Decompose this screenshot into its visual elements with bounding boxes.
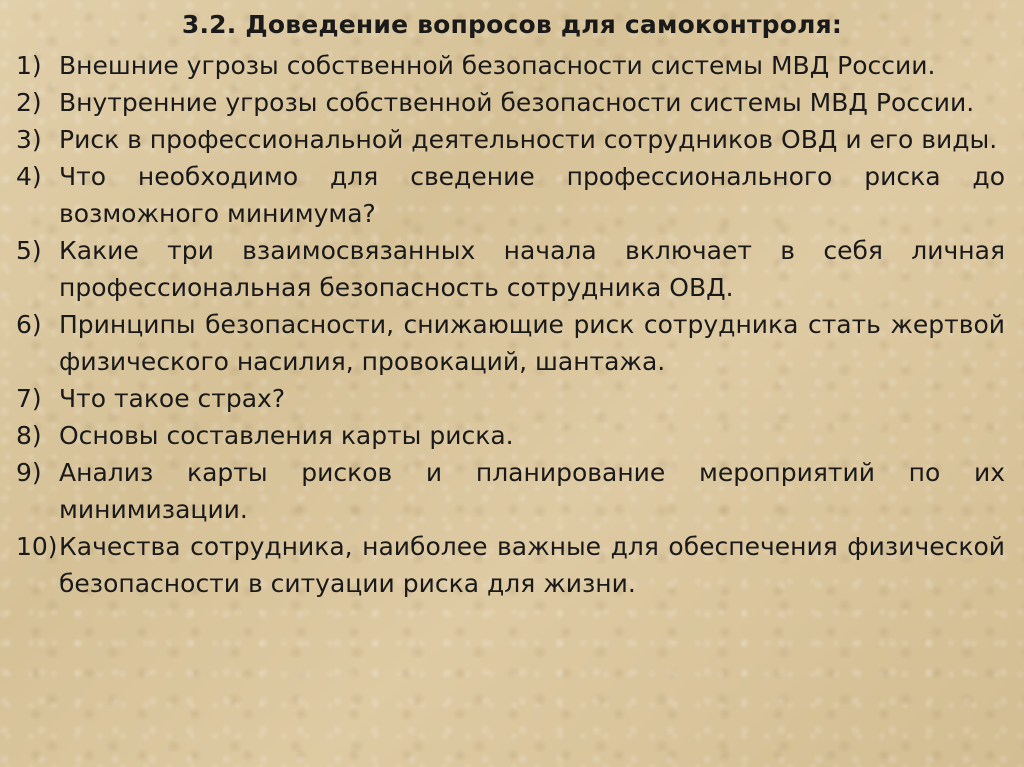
list-item xyxy=(16,121,1005,158)
list-item xyxy=(16,454,1005,528)
list-item xyxy=(16,417,1005,454)
item-text: Принципы безопасности, снижающие риск сотрудника стать жертвой физического насилия, провокаций, шантажа. xyxy=(59,310,1005,376)
item-number: 7) xyxy=(16,384,42,413)
item-text: Внутренние угрозы собственной безопасности системы МВД России. xyxy=(59,88,975,117)
item-number: 5) xyxy=(16,236,42,265)
item-number: 3) xyxy=(16,125,42,154)
item-text: Анализ карты рисков и планирование мероприятий по их минимизации. xyxy=(59,458,1005,524)
item-text: Что такое страх? xyxy=(59,384,286,413)
item-number: 9) xyxy=(16,458,42,487)
item-number: 10) xyxy=(16,532,58,561)
questions-list xyxy=(16,47,1005,602)
list-item xyxy=(16,47,1005,84)
item-number: 4) xyxy=(16,162,42,191)
list-item xyxy=(16,232,1005,306)
item-text: Риск в профессиональной деятельности сотрудников ОВД и его виды. xyxy=(59,125,998,154)
item-number: 2) xyxy=(16,88,42,117)
item-number: 1) xyxy=(16,51,42,80)
item-number: 8) xyxy=(16,421,42,450)
item-number: 6) xyxy=(16,310,42,339)
slide-title: 3.2. Доведение вопросов для самоконтроля: xyxy=(181,10,843,39)
list-item xyxy=(16,84,1005,121)
item-text: Какие три взаимосвязанных начала включает в себя личная профессиональная безопасность сотрудника ОВД. xyxy=(59,236,1005,302)
list-item xyxy=(16,528,1005,602)
item-text: Что необходимо для сведение профессионального риска до возможного минимума? xyxy=(59,162,1005,228)
list-item xyxy=(16,158,1005,232)
list-item xyxy=(16,306,1005,380)
list-item xyxy=(16,380,1005,417)
item-text: Качества сотрудника, наиболее важные для обеспечения физической безопасности в ситуации риска для жизни. xyxy=(59,532,1005,598)
item-text: Основы составления карты риска. xyxy=(59,421,514,450)
item-text: Внешние угрозы собственной безопасности системы МВД России. xyxy=(59,51,936,80)
